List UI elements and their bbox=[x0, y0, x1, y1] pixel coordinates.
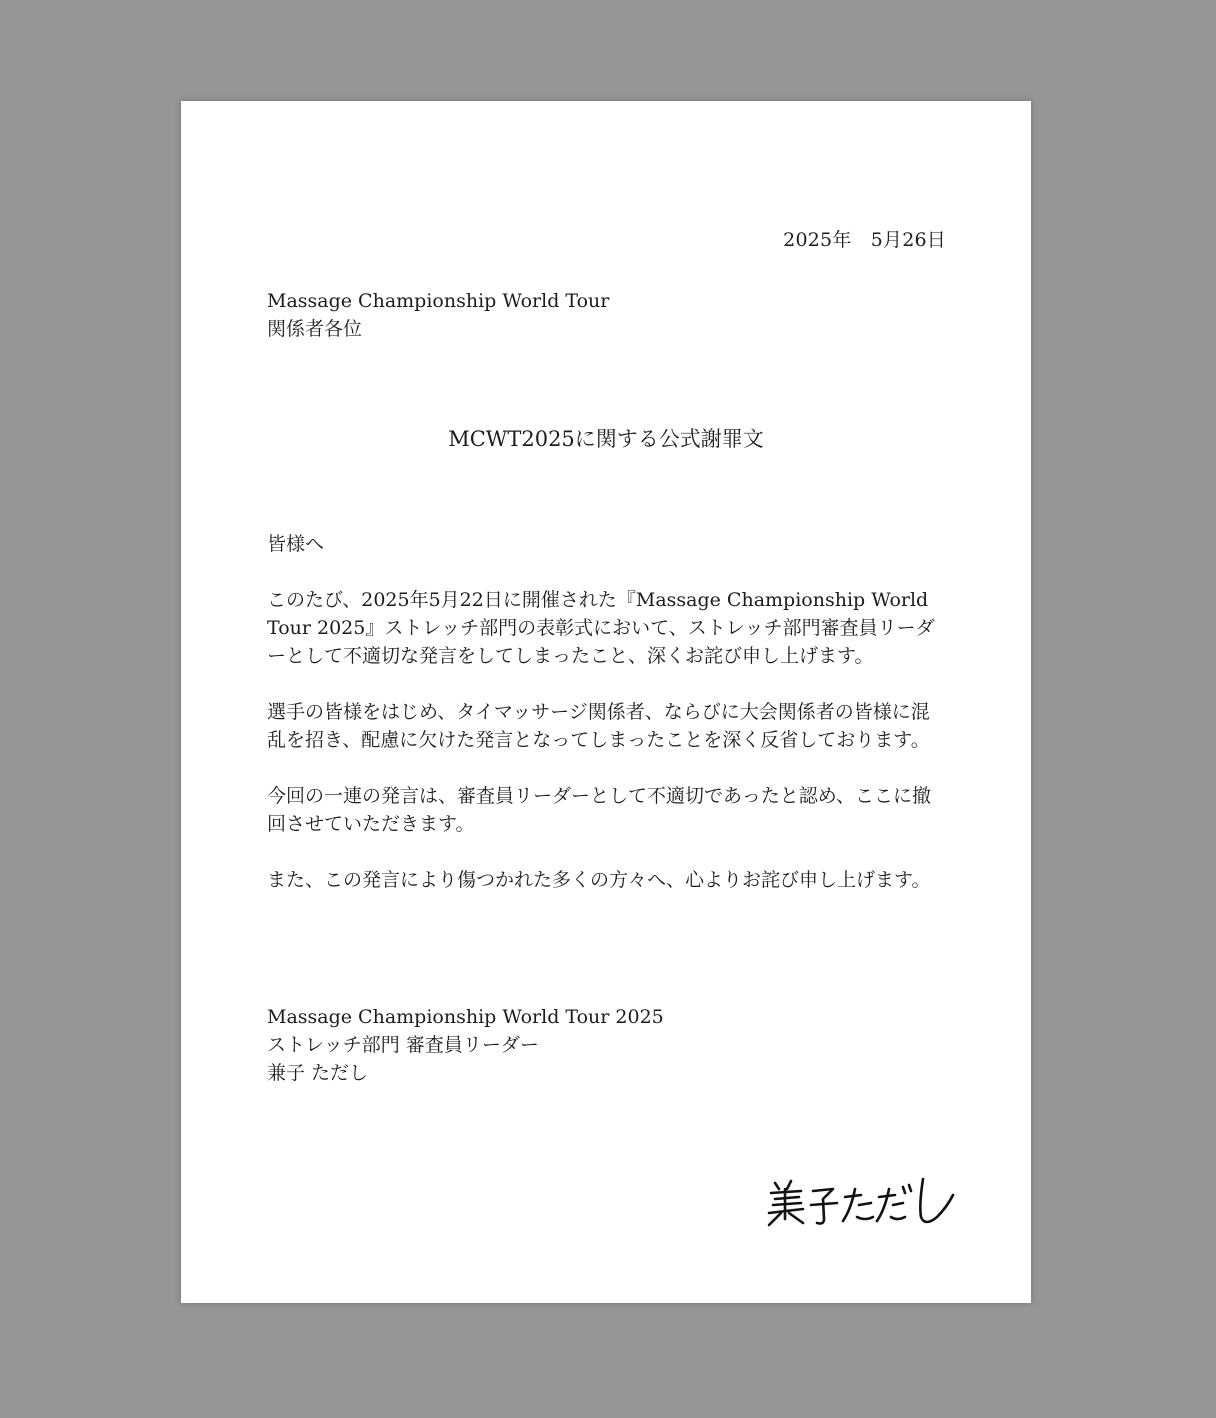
closing-organization: Massage Championship World Tour 2025 bbox=[267, 1006, 664, 1028]
handwritten-signature bbox=[761, 1161, 961, 1231]
letter-body bbox=[267, 530, 946, 922]
closing-block bbox=[267, 1003, 664, 1087]
body-paragraph: また、この発言により傷つかれた多くの方々へ、心よりお詫び申し上げます。 bbox=[267, 869, 931, 891]
body-paragraph: このたび、2025年5月22日に開催された『Massage Championship World Tour 2025』ストレッチ部門の表彰式において、ストレッチ部門審査員リーダーとして不適切な発言をしてしまったこと、深くお詫び申し上げます。 bbox=[267, 589, 935, 667]
letter-title: MCWT2025に関する公式謝罪文 bbox=[448, 427, 764, 451]
greeting: 皆様へ bbox=[267, 533, 325, 555]
letter-date: 2025年 5月26日 bbox=[783, 229, 946, 251]
addressee-organization: Massage Championship World Tour bbox=[267, 290, 610, 312]
body-paragraph: 今回の一連の発言は、審査員リーダーとして不適切であったと認め、ここに撤回させていただきます。 bbox=[267, 785, 932, 835]
addressee bbox=[267, 287, 609, 343]
body-paragraph: 選手の皆様をはじめ、タイマッサージ関係者、ならびに大会関係者の皆様に混乱を招き、配慮に欠けた発言となってしまったことを深く反省しております。 bbox=[267, 701, 930, 751]
closing-name: 兼子 ただし bbox=[267, 1062, 369, 1084]
closing-role: ストレッチ部門 審査員リーダー bbox=[267, 1034, 539, 1056]
addressee-recipients: 関係者各位 bbox=[267, 318, 363, 340]
signature-icon bbox=[761, 1161, 961, 1231]
letter-page bbox=[181, 101, 1031, 1303]
